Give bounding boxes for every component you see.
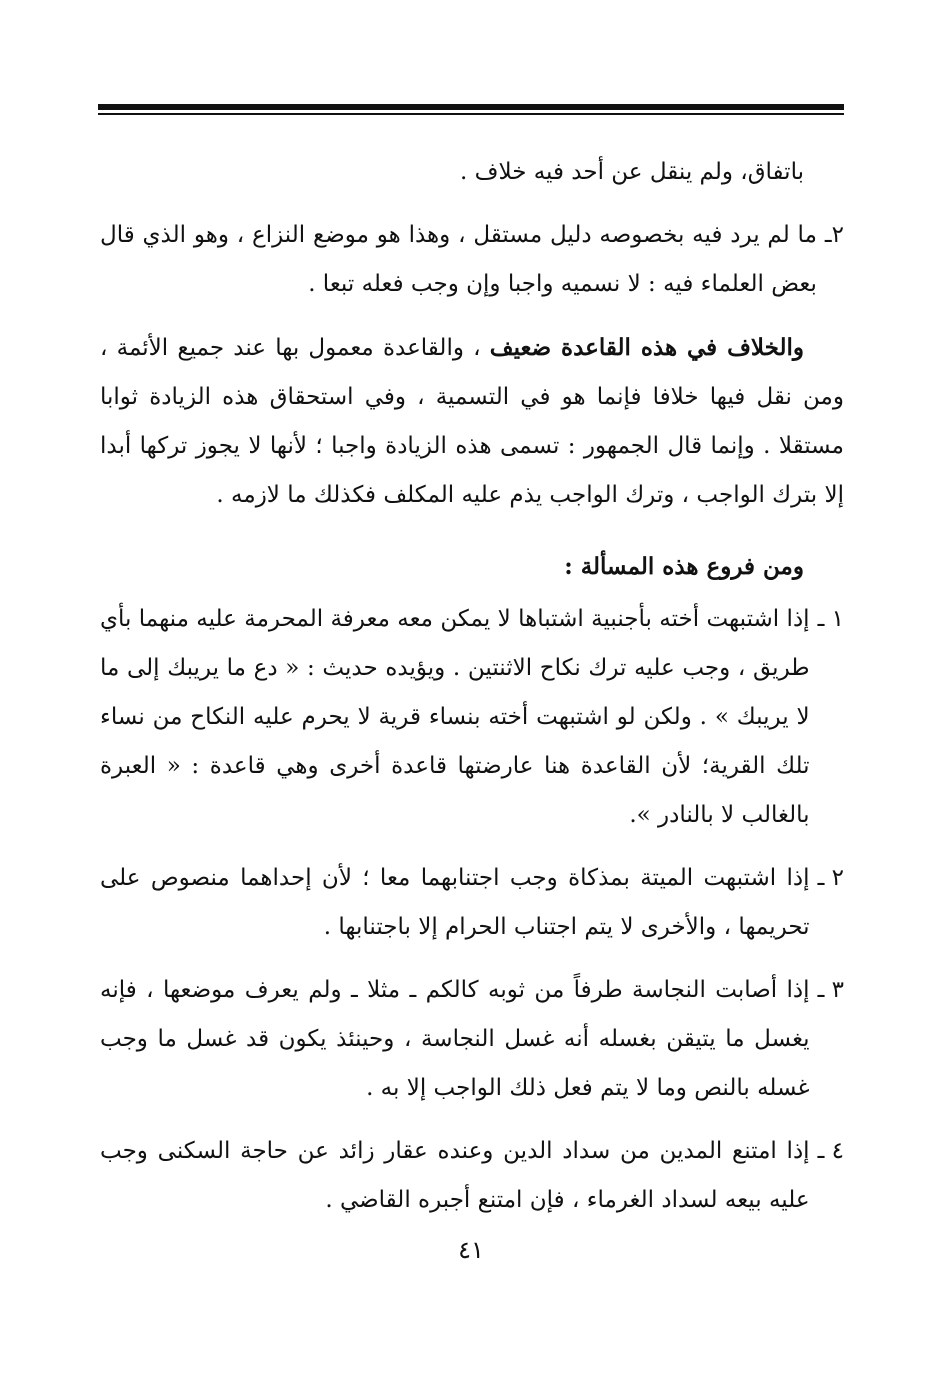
header-rule-thick (98, 104, 844, 110)
branch-item (100, 966, 844, 1113)
header-rule-thin (98, 113, 844, 115)
continuation-line: باتفاق، ولم ينقل عن أحد فيه خلاف . (460, 159, 804, 185)
page-content (100, 148, 844, 1225)
branch-number: ١ ـ (817, 606, 844, 632)
branch-text: إذا امتنع المدين من سداد الدين وعنده عقار زائد عن حاجة السكنى وجب عليه بيعه لسداد الغرماء ، فإن امتنع أجبره القاضي . (100, 1138, 810, 1213)
item-text: ما لم يرد فيه بخصوصه دليل مستقل ، وهذا هو موضع النزاع ، وهو الذي قال بعض العلماء فيه : لا نسميه واجبا وإن وجب فعله تبعا . (100, 222, 817, 297)
item-number: ٢ـ (824, 222, 844, 248)
branch-number: ٣ ـ (817, 977, 844, 1003)
branch-item (100, 1127, 844, 1225)
branch-item (100, 854, 844, 952)
branch-text: إذا اشتبهت الميتة بمذكاة وجب اجتنابهما معا ؛ لأن إحداهما منصوص على تحريمها ، والأخرى لا يتم اجتناب الحرام إلا باجتنابها . (100, 865, 810, 940)
page-number: ٤١ (458, 1236, 484, 1264)
branch-number: ٤ ـ (817, 1138, 844, 1164)
list-item-2 (100, 211, 844, 309)
paragraph-rest: ، والقاعدة معمول بها عند جميع الأئمة ، ومن نقل فيها خلافا فإنما هو في التسمية ، وفي استحقاق هذه الزيادة ثوابا مستقلا . وإنما قال الجمهور : تسمى هذه الزيادة واجبا ؛ لأنها لا يجوز تركها أبدا إلا بترك الواجب ، وترك الواجب يذم عليه المكلف فكذلك ما لازمه . (100, 335, 844, 508)
paragraph-lead: والخلاف في هذه القاعدة ضعيف (489, 334, 804, 361)
branch-text: إذا اشتبهت أخته بأجنبية اشتباها لا يمكن معه معرفة المحرمة عليه منهما بأي طريق ، وجب عليه ترك نكاح الاثنتين . ويؤيده حديث : « دع ما يريبك إلى ما لا يريبك » . ولكن لو اشتبهت أخته بنساء قرية لا يحرم عليه النكاح من نساء تلك القرية؛ لأن القاعدة هنا عارضتها قاعدة أخرى وهي قاعدة : « العبرة بالغالب لا بالنادر ». (100, 606, 810, 828)
branch-text: إذا أصابت النجاسة طرفاً من ثوبه كالكم ـ مثلا ـ ولم يعرف موضعها ، فإنه يغسل ما يتيقن بغسله أنه غسل النجاسة ، وحينئذ يكون قد غسل ما وجب غسله بالنص وما لا يتم فعل ذلك الواجب إلا به . (100, 977, 810, 1101)
branch-item (100, 595, 844, 840)
branch-number: ٢ ـ (817, 865, 844, 891)
section-heading: ومن فروع هذه المسألة : (564, 553, 804, 580)
discussion-paragraph (100, 323, 844, 520)
